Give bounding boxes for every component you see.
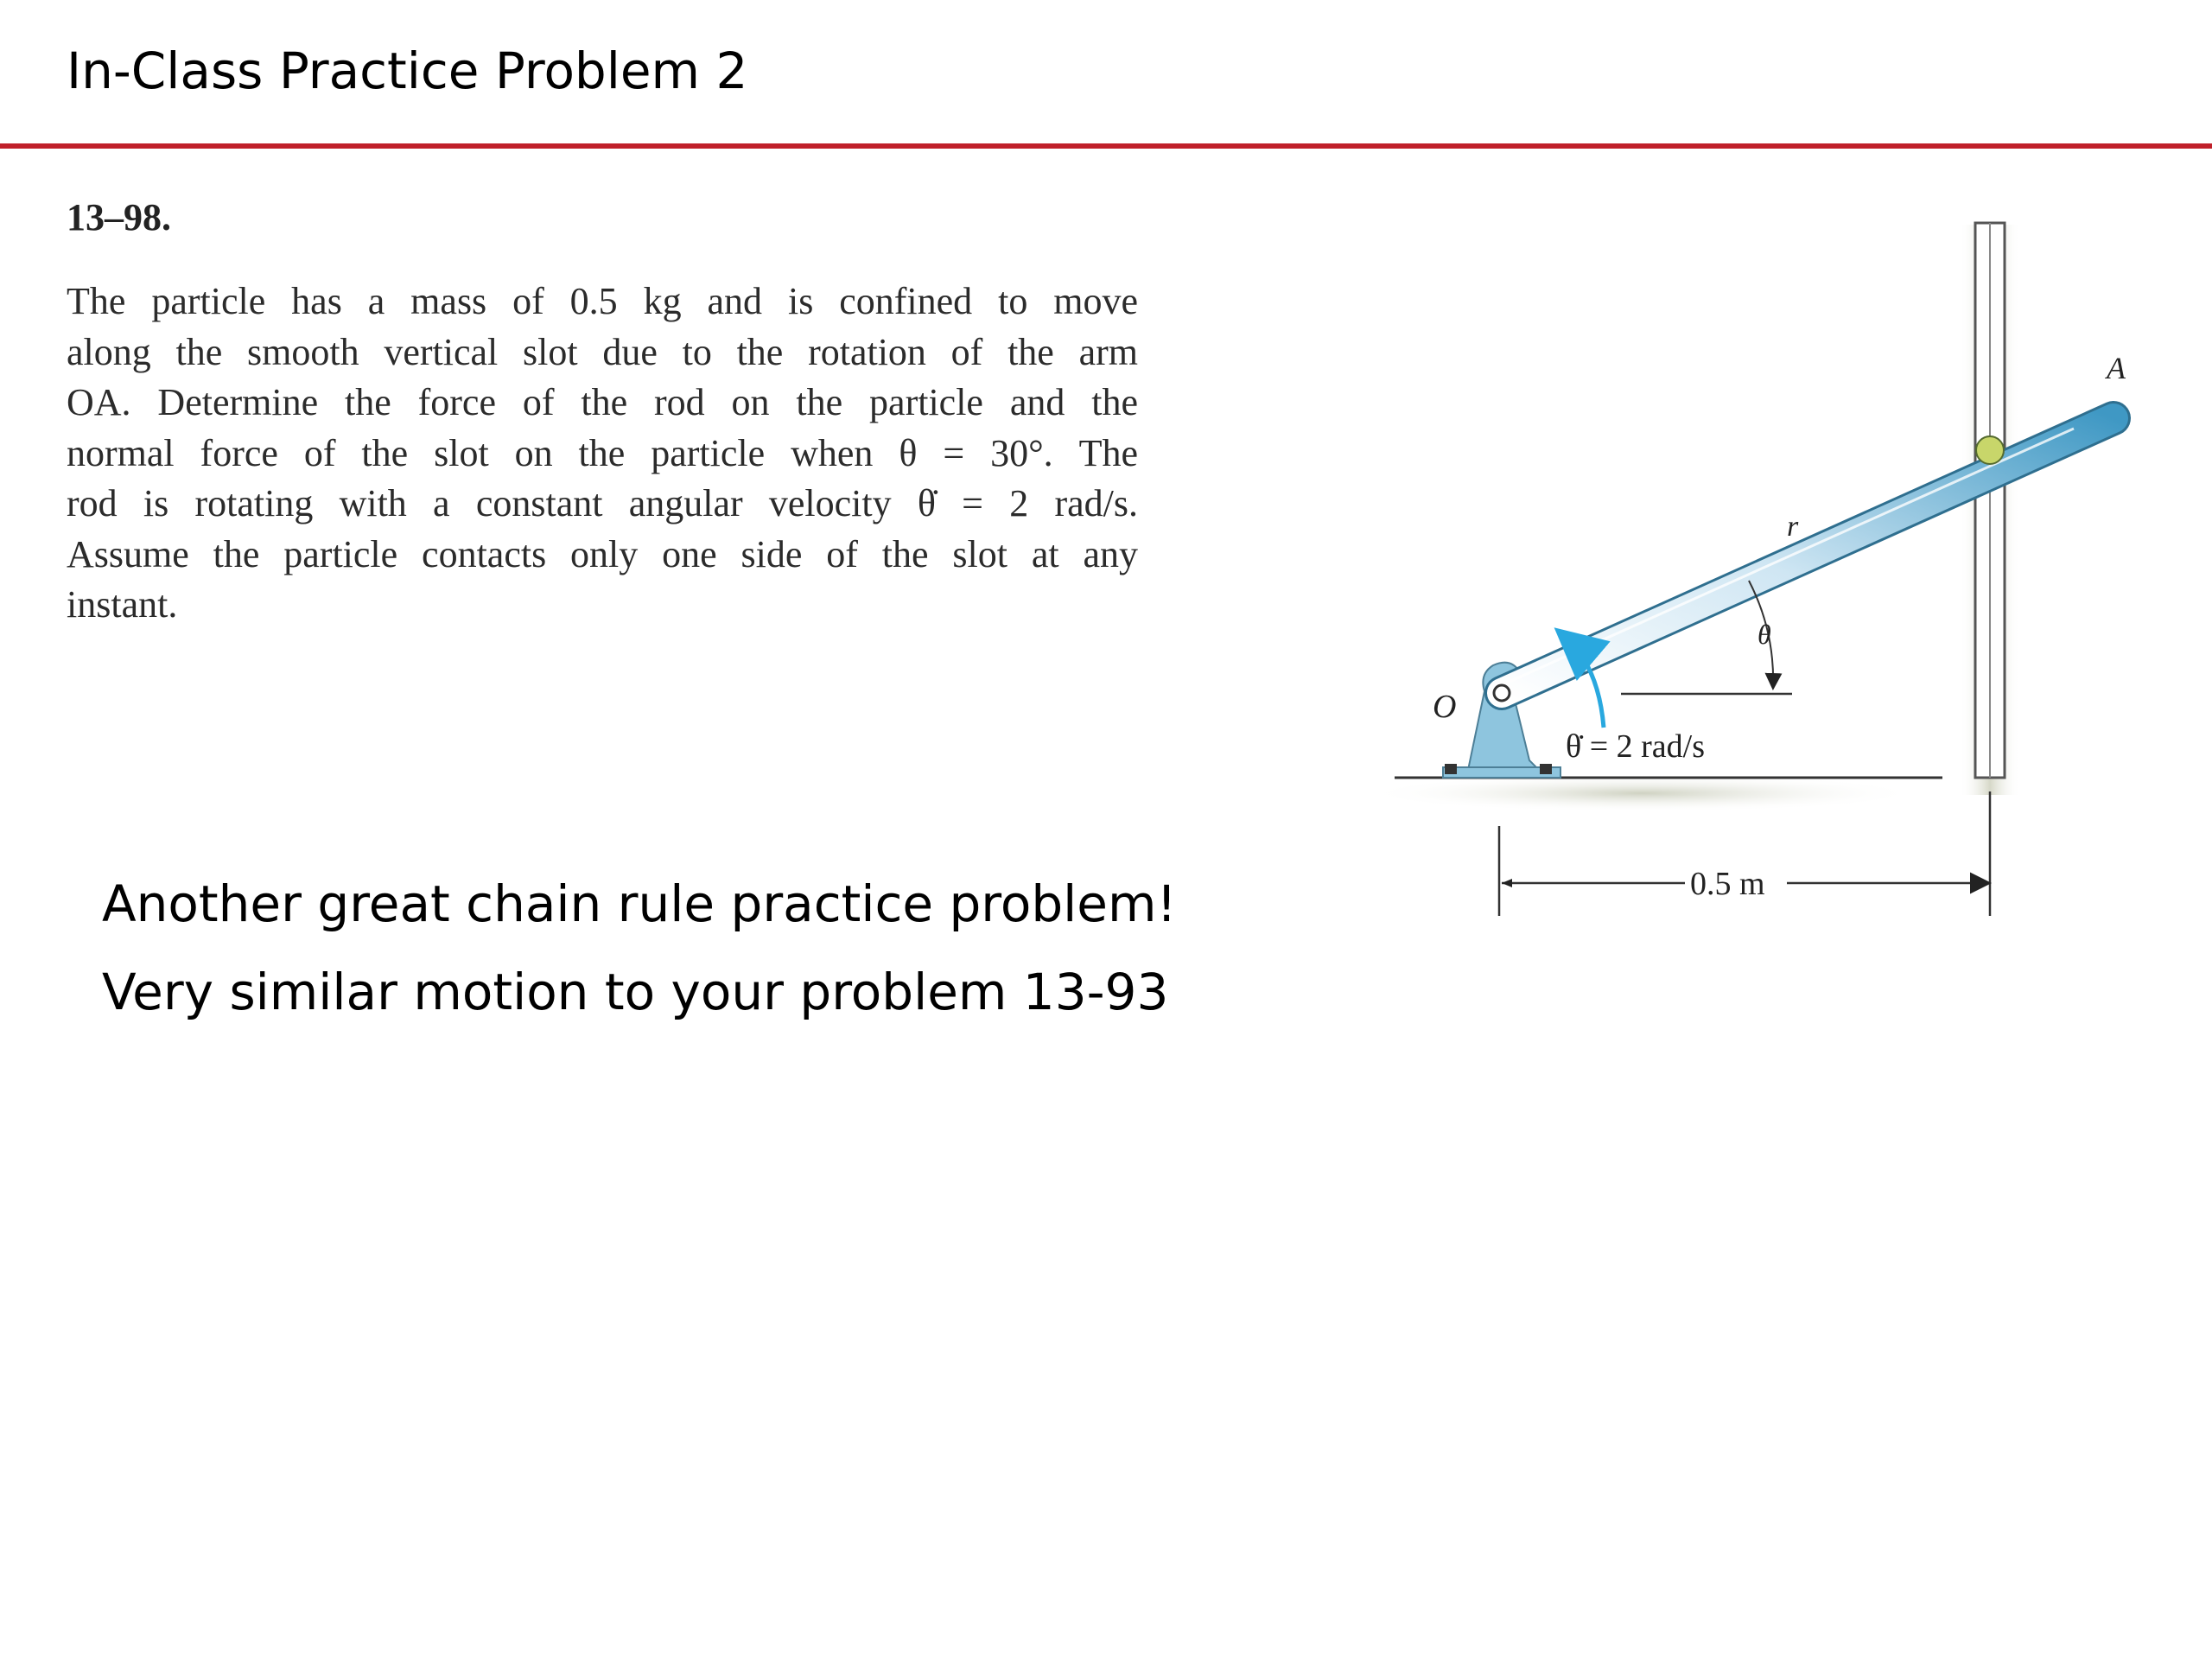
label-r: r: [1787, 511, 1799, 543]
label-a: A: [2107, 351, 2126, 385]
slide-title: In-Class Practice Problem 2: [67, 41, 748, 100]
note-similar-problem: Very similar motion to your problem 13-93: [102, 963, 1169, 1021]
problem-line: Assume the particle contacts only one side of the slot at any: [67, 532, 1138, 575]
problem-line: normal force of the slot on the particle when θ = 30°. The: [67, 431, 1138, 474]
problem-line: rod is rotating with a constant angular velocity θ̇ = 2 rad/s.: [67, 482, 1138, 524]
label-theta: θ: [1758, 619, 1771, 650]
problem-statement: [67, 276, 1138, 631]
ground-shadow: [1382, 774, 1918, 812]
problem-line: along the smooth vertical slot due to the rotation of the arm: [67, 330, 1138, 373]
vertical-slot: [1975, 223, 2005, 778]
mechanism-figure: [1382, 207, 2160, 933]
label-angular-velocity: θ̇ = 2 rad/s: [1566, 728, 1705, 765]
pivot-pin: [1494, 685, 1510, 701]
title-divider: [0, 143, 2212, 149]
particle: [1976, 436, 2004, 464]
problem-line: The particle has a mass of 0.5 kg and is confined to move: [67, 280, 1138, 322]
mechanism-diagram: [1382, 207, 2160, 933]
problem-line: instant.: [67, 583, 178, 626]
label-distance: 0.5 m: [1690, 866, 1765, 902]
note-chain-rule: Another great chain rule practice problem!: [102, 874, 1177, 933]
label-o: O: [1433, 689, 1457, 725]
arm-oa: [1502, 418, 2113, 693]
problem-number: 13–98.: [67, 196, 171, 238]
problem-line: OA. Determine the force of the rod on the particle and the: [67, 381, 1138, 423]
